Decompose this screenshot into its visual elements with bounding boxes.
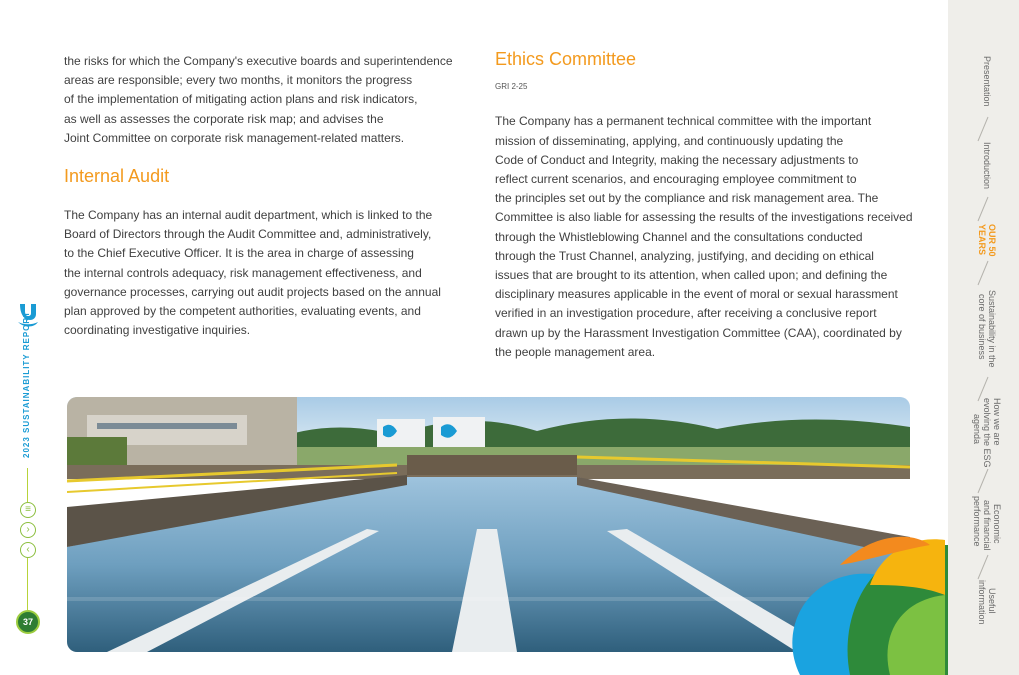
- text-line: areas are responsible; every two months, it monitors the progress: [64, 73, 413, 88]
- decorative-leaf-graphic: [780, 525, 950, 675]
- text-line: The Company has an internal audit department, which is linked to the: [64, 208, 433, 222]
- nav-separator: [976, 554, 990, 580]
- text-line: drawn up by the Harassment Investigation Committee (CAA), coordinated by: [495, 325, 902, 340]
- text-line: to the Chief Executive Officer. It is the area in charge of assessing: [64, 246, 414, 261]
- text-line: verified in an investigation procedure, after receiving a conclusive report: [495, 306, 877, 321]
- nav-separator: [976, 468, 990, 494]
- left-rail: [0, 0, 58, 675]
- nav-item-label: and financial: [982, 500, 992, 551]
- text-line: Joint Committee on corporate risk management-related matters.: [64, 130, 405, 145]
- nav-item-sustainability[interactable]: [948, 290, 1019, 380]
- internal-audit-heading: Internal Audit: [64, 166, 170, 186]
- nav-item-label: information: [977, 580, 987, 625]
- text-line: mission of disseminating, applying, and continuously updating the: [495, 133, 844, 148]
- text-line: issues that are brought to its attention, when called upon; and defining the: [495, 268, 888, 283]
- text-line: of the implementation of mitigating action plans and risk indicators,: [64, 92, 418, 107]
- text-line: The Company has a permanent technical committee with the important: [495, 114, 872, 129]
- text-line: through the Trust Channel, analyzing, justifying, and deciding on ethical: [495, 248, 874, 263]
- nav-item-label: Introduction: [982, 142, 992, 190]
- nav-item-label: Useful: [987, 588, 997, 614]
- nav-item-presentation[interactable]: [948, 56, 1019, 116]
- nav-item-label: Presentation: [982, 56, 992, 107]
- nav-separator: [976, 260, 990, 286]
- internal-audit-paragraph: [64, 206, 484, 340]
- text-line: through the Whistleblowing Channel and the consultations conducted: [495, 229, 863, 244]
- nav-item-label: agenda: [972, 414, 982, 445]
- text-line: Committee is also liable for assessing the results of the investigations received: [495, 210, 913, 225]
- text-line: as well as assesses the corporate risk map; and advises the: [64, 111, 384, 126]
- nav-separator: [976, 116, 990, 142]
- text-line: the internal controls adequacy, risk management effectiveness, and: [64, 265, 422, 280]
- menu-icon: ≡: [25, 504, 31, 515]
- nav-item-label: Economic: [992, 504, 1002, 544]
- rail-divider: [27, 558, 28, 610]
- text-line: reflect current scenarios, and encouraging employee commitment to: [495, 172, 857, 187]
- nav-item-label: YEARS: [977, 224, 987, 256]
- intro-paragraph: [64, 52, 484, 148]
- section-nav: [948, 0, 1019, 675]
- nav-item-economic-performance[interactable]: [948, 496, 1019, 556]
- nav-item-esg-agenda[interactable]: [948, 398, 1019, 468]
- gri-reference: GRI 2-25: [495, 82, 528, 92]
- text-line: the people management area.: [495, 344, 656, 359]
- text-line: Board of Directors through the Audit Committee and, administratively,: [64, 227, 432, 242]
- nav-item-useful-information[interactable]: [948, 580, 1019, 640]
- text-line: coordinating investigative inquiries.: [64, 323, 251, 338]
- previous-page-button[interactable]: [20, 542, 36, 558]
- nav-item-label: performance: [972, 496, 982, 547]
- report-label: 2023 SUSTAINABILITY REPORT: [22, 310, 31, 458]
- rail-divider: [27, 468, 28, 502]
- nav-separator: [976, 196, 990, 222]
- text-line: plan approved by the competent authorities, evaluating events, and: [64, 304, 421, 319]
- chevron-right-icon: ›: [26, 524, 30, 535]
- menu-button[interactable]: [20, 502, 36, 518]
- ethics-committee-section: [495, 50, 920, 362]
- ethics-committee-heading: Ethics Committee: [495, 49, 637, 69]
- next-page-button[interactable]: [20, 522, 36, 538]
- page-number: 37: [16, 610, 40, 634]
- nav-item-our-50-years[interactable]: [948, 224, 1019, 264]
- nav-item-introduction[interactable]: [948, 142, 1019, 200]
- text-line: governance processes, carrying out audit projects based on the annual: [64, 284, 441, 299]
- text-line: the principles set out by the compliance and risk management area. The: [495, 191, 879, 206]
- nav-item-label: How we are: [992, 398, 1002, 446]
- nav-item-label: OUR 50: [987, 224, 997, 257]
- text-line: Code of Conduct and Integrity, making the necessary adjustments to: [495, 152, 859, 167]
- text-line: the risks for which the Company's executive boards and superintendence: [64, 54, 453, 68]
- chevron-left-icon: ‹: [26, 544, 30, 555]
- text-line: disciplinary measures applicable in the event of moral or sexual harassment: [495, 287, 898, 302]
- nav-item-label: evolving the ESG: [982, 398, 992, 468]
- nav-item-label: Sustainability in the: [987, 290, 997, 368]
- nav-item-label: core of business: [977, 294, 987, 360]
